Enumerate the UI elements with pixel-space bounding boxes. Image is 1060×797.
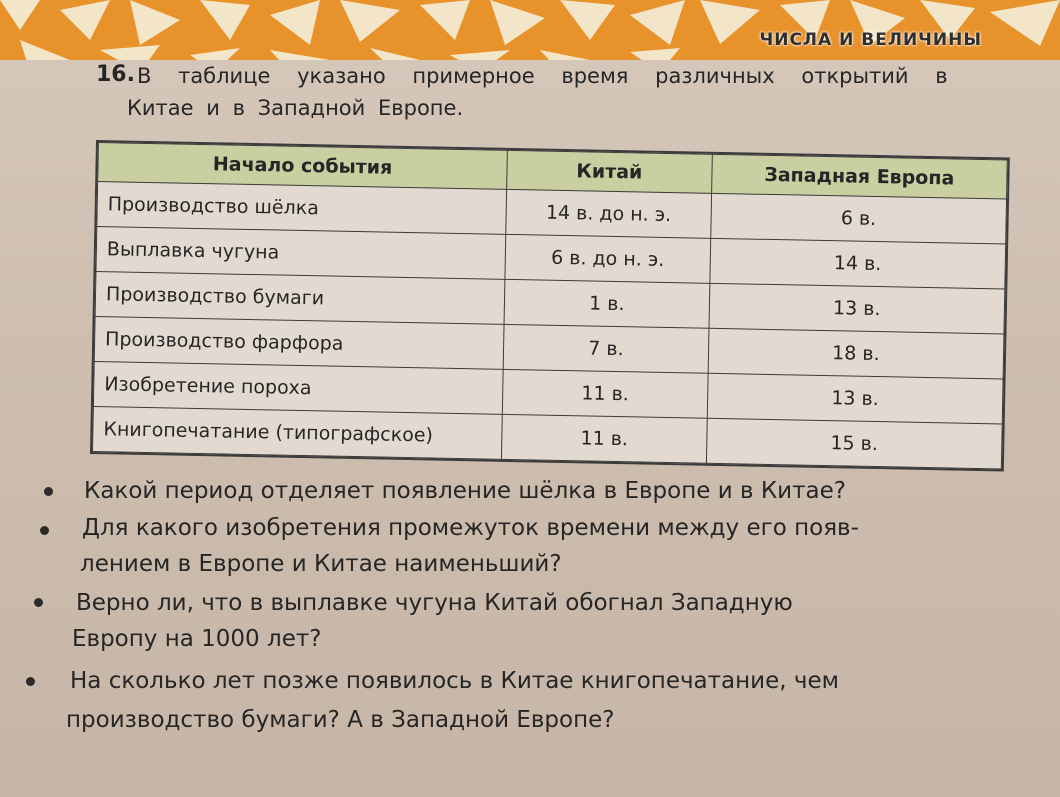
event-cell: Производство бумаги <box>95 272 505 325</box>
section-title: ЧИСЛА И ВЕЛИЧИНЫ <box>759 30 982 50</box>
question-1: Какой период отделяет появление шёлка в Европе и в Китае? <box>84 478 846 504</box>
europe-cell: 14 в. <box>710 238 1006 289</box>
bullet-icon <box>40 526 49 535</box>
header-event: Начало события <box>98 143 508 190</box>
header-western-europe: Западная Европа <box>711 154 1007 199</box>
question-4-line-1: На сколько лет позже появилось в Китае книгопечатание, чем <box>70 668 839 694</box>
question-2-line-1: Для какого изобретения промежуток времени между его появ- <box>82 515 859 541</box>
task-intro-line-2: Китае и в Западной Европе. <box>127 96 464 120</box>
question-4-line-2: производство бумаги? А в Западной Европе? <box>66 707 615 733</box>
event-cell: Производство фарфора <box>94 317 504 370</box>
question-3-line-1: Верно ли, что в выплавке чугуна Китай обогнал Западную <box>76 590 793 616</box>
china-cell: 7 в. <box>503 324 709 373</box>
china-cell: 11 в. <box>502 369 708 418</box>
event-cell: Изобретение пороха <box>93 362 503 415</box>
header-china: Китай <box>507 150 712 193</box>
europe-cell: 15 в. <box>706 418 1002 469</box>
europe-cell: 13 в. <box>707 373 1003 424</box>
china-cell: 6 в. до н. э. <box>505 234 711 283</box>
china-cell: 1 в. <box>504 279 710 328</box>
question-3-line-2: Европу на 1000 лет? <box>72 626 322 652</box>
china-cell: 11 в. <box>501 414 707 463</box>
china-cell: 14 в. до н. э. <box>506 189 712 238</box>
event-cell: Книгопечатание (типографское) <box>93 406 503 459</box>
europe-cell: 6 в. <box>710 193 1006 244</box>
discoveries-table <box>90 140 1010 471</box>
event-cell: Выплавка чугуна <box>96 227 506 280</box>
bullet-icon <box>26 677 35 686</box>
europe-cell: 13 в. <box>709 283 1005 334</box>
bullet-icon <box>34 598 43 607</box>
event-cell: Производство шёлка <box>97 182 507 235</box>
task-number: 16. <box>96 62 135 87</box>
question-2-line-2: лением в Европе и Китае наименьший? <box>80 551 562 577</box>
bullet-icon <box>44 487 53 496</box>
task-intro-line-1: В таблице указано примерное время различных открытий в <box>137 64 948 88</box>
europe-cell: 18 в. <box>708 328 1004 379</box>
